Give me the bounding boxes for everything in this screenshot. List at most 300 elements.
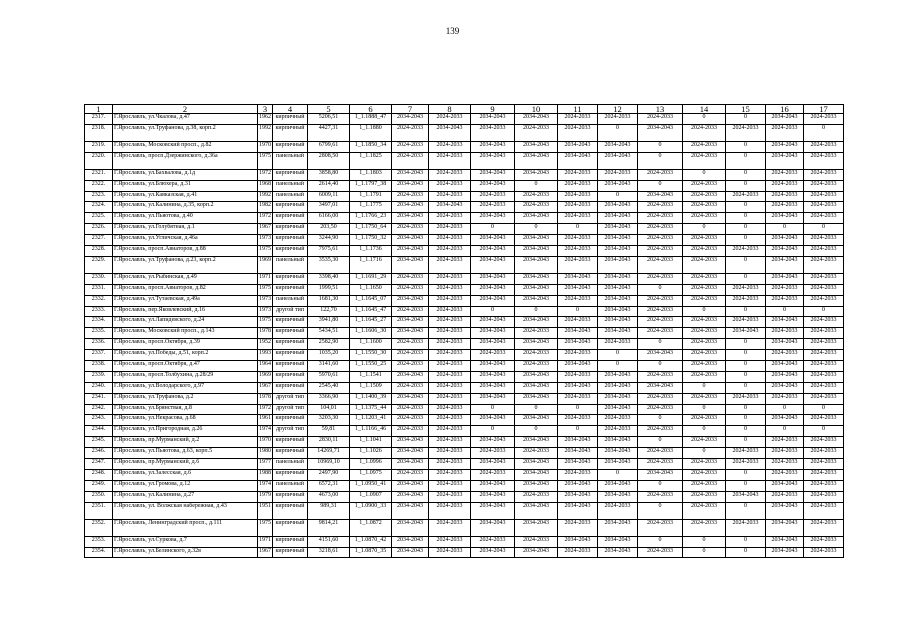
material-cell: кирпичный [273, 328, 308, 339]
row-number: 2318. [85, 124, 113, 141]
period-cell: 2034-2043 [515, 273, 558, 284]
period-cell: 2034-2043 [598, 256, 638, 273]
table-row [85, 448, 844, 459]
period-cell: 2024-2033 [683, 371, 726, 382]
period-cell: 2024-2033 [638, 328, 683, 339]
period-cell: 2024-2033 [429, 350, 471, 361]
table-row [85, 519, 844, 536]
period-cell: 2034-2043 [392, 393, 429, 404]
period-cell: 2034-2043 [471, 141, 515, 152]
area-cell: 9814,21 [308, 519, 350, 536]
period-cell: 2024-2033 [429, 273, 471, 284]
code-cell: 1_1.1645_27 [350, 317, 392, 328]
year-cell: 1988 [258, 469, 273, 480]
period-cell: 2034-2043 [471, 339, 515, 350]
material-cell: кирпичный [273, 448, 308, 459]
area-cell: 3244,90 [308, 235, 350, 246]
period-cell: 2034-2043 [471, 437, 515, 448]
area-cell: 6799,61 [308, 141, 350, 152]
period-cell: 2024-2033 [683, 437, 726, 448]
period-cell: 2024-2033 [638, 491, 683, 502]
period-cell: 2024-2033 [429, 404, 471, 415]
period-cell: 2034-2043 [515, 114, 558, 125]
header-cell: 10 [515, 105, 558, 114]
row-number: 2351. [85, 502, 113, 519]
year-cell: 1969 [258, 256, 273, 273]
period-cell: 0 [598, 350, 638, 361]
period-cell: 2034-2043 [515, 547, 558, 558]
code-cell: 1_1.1775 [350, 202, 392, 213]
area-cell: 3535,30 [308, 256, 350, 273]
period-cell: 2034-2043 [515, 256, 558, 273]
period-cell: 2034-2043 [766, 141, 804, 152]
row-number: 2350. [85, 491, 113, 502]
row-number: 2321. [85, 169, 113, 180]
code-cell: 1_1.1509 [350, 382, 392, 393]
period-cell: 2024-2033 [558, 371, 598, 382]
row-number: 2333. [85, 306, 113, 317]
period-cell: 2034-2043 [558, 284, 598, 295]
table-row [85, 371, 844, 382]
period-cell: 2024-2033 [558, 235, 598, 246]
period-cell: 2034-2043 [598, 491, 638, 502]
period-cell: 2024-2033 [804, 213, 844, 224]
header-cell: 12 [598, 105, 638, 114]
address-cell: Г.Ярославль, ул.Рыбинская, д.49 [113, 273, 258, 284]
code-cell: 1_1.1691_29 [350, 273, 392, 284]
table-row [85, 224, 844, 235]
area-cell: 6009,11 [308, 191, 350, 202]
period-cell: 0 [726, 213, 766, 224]
period-cell: 2034-2043 [558, 382, 598, 393]
period-cell: 2024-2033 [429, 519, 471, 536]
period-cell: 2034-2043 [638, 469, 683, 480]
period-cell: 2024-2033 [471, 350, 515, 361]
period-cell: 2024-2033 [392, 415, 429, 426]
period-cell: 2024-2033 [392, 152, 429, 169]
code-cell: 1_1.1550_25 [350, 361, 392, 372]
table-row [85, 328, 844, 339]
code-cell: 1_1.1880 [350, 124, 392, 141]
material-cell: кирпичный [273, 350, 308, 361]
row-number: 2354. [85, 547, 113, 558]
period-cell: 2034-2043 [598, 246, 638, 257]
row-number: 2328. [85, 246, 113, 257]
period-cell: 0 [515, 180, 558, 191]
row-number: 2319. [85, 141, 113, 152]
period-cell: 2024-2033 [683, 361, 726, 372]
period-cell: 2024-2033 [392, 141, 429, 152]
header-cell: 3 [258, 105, 273, 114]
period-cell: 2034-2033 [471, 124, 515, 141]
code-cell: 1_1.1825 [350, 152, 392, 169]
period-cell: 2024-2033 [598, 169, 638, 180]
code-cell: 1_1.1750_32 [350, 235, 392, 246]
period-cell: 2024-2033 [598, 426, 638, 437]
area-cell: 104,01 [308, 404, 350, 415]
material-cell: кирпичный [273, 502, 308, 519]
period-cell: 2034-2043 [766, 235, 804, 246]
period-cell: 2024-2033 [638, 371, 683, 382]
row-number: 2340. [85, 382, 113, 393]
address-cell: Г.Ярославль, ул.Суркова, д.7 [113, 536, 258, 547]
table-row [85, 350, 844, 361]
period-cell: 2034-2043 [766, 246, 804, 257]
material-cell: кирпичный [273, 213, 308, 224]
code-cell: 1_1.1166_46 [350, 426, 392, 437]
period-cell: 2034-2043 [515, 246, 558, 257]
period-cell: 2034-2043 [392, 437, 429, 448]
year-cell: 1975 [258, 284, 273, 295]
table-row [85, 202, 844, 213]
year-cell: 1967 [258, 224, 273, 235]
period-cell: 2024-2033 [766, 295, 804, 306]
period-cell: 2024-2033 [683, 459, 726, 470]
table-row [85, 213, 844, 224]
row-number: 2336. [85, 339, 113, 350]
period-cell: 2024-2033 [804, 536, 844, 547]
period-cell: 2024-2033 [598, 114, 638, 125]
period-cell: 2024-2033 [392, 124, 429, 141]
area-cell: 2808,50 [308, 152, 350, 169]
area-cell: 2582,90 [308, 339, 350, 350]
table-row [85, 491, 844, 502]
address-cell: Г.Ярославль, ул.Блюхера, д.31 [113, 180, 258, 191]
period-cell: 2034-2043 [515, 393, 558, 404]
period-cell: 2034-2043 [392, 317, 429, 328]
period-cell: 0 [683, 169, 726, 180]
address-cell: Г.Ярославль, просп.Толбухина, д.28/29 [113, 371, 258, 382]
period-cell: 2034-2043 [515, 469, 558, 480]
period-cell: 2024-2033 [638, 202, 683, 213]
period-cell: 0 [683, 536, 726, 547]
period-cell: 2034-2043 [515, 519, 558, 536]
period-cell: 2024-2033 [515, 191, 558, 202]
year-cell: 1951 [258, 502, 273, 519]
period-cell: 2024-2033 [471, 448, 515, 459]
period-cell: 2024-2033 [726, 459, 766, 470]
period-cell: 0 [683, 382, 726, 393]
period-cell: 2024-2033 [471, 536, 515, 547]
table-row [85, 180, 844, 191]
row-number: 2341. [85, 393, 113, 404]
address-cell: Г.Ярославль, ул.Калинина, д.27 [113, 491, 258, 502]
period-cell: 0 [638, 361, 683, 372]
period-cell: 2034-2043 [558, 328, 598, 339]
period-cell: 2034-2043 [392, 235, 429, 246]
period-cell: 2024-2033 [683, 491, 726, 502]
code-cell: 1_1.0870_35 [350, 547, 392, 558]
period-cell: 0 [683, 426, 726, 437]
period-cell: 2024-2033 [429, 328, 471, 339]
address-cell: Г.Ярославль, ул. Волжская набережная, д.43 [113, 502, 258, 519]
year-cell: 1971 [258, 536, 273, 547]
period-cell: 2034-2043 [392, 202, 429, 213]
period-cell: 0 [726, 256, 766, 273]
material-cell: кирпичный [273, 317, 308, 328]
code-cell: 1_1.1750_64 [350, 224, 392, 235]
code-cell: 1_1.0900_33 [350, 502, 392, 519]
period-cell: 2034-2043 [558, 480, 598, 491]
period-cell: 0 [726, 202, 766, 213]
period-cell: 2024-2033 [804, 448, 844, 459]
period-cell: 2024-2033 [429, 382, 471, 393]
period-cell: 2024-2033 [726, 519, 766, 536]
year-cell: 1980 [258, 448, 273, 459]
period-cell: 2034-2043 [638, 191, 683, 202]
period-cell: 2024-2033 [683, 295, 726, 306]
period-cell: 0 [726, 371, 766, 382]
period-cell: 2024-2033 [429, 480, 471, 491]
period-cell: 2034-2043 [392, 213, 429, 224]
header-cell: 7 [392, 105, 429, 114]
period-cell: 2024-2033 [429, 295, 471, 306]
period-cell: 0 [766, 404, 804, 415]
period-cell: 2024-2033 [515, 202, 558, 213]
year-cell: 1982 [258, 202, 273, 213]
period-cell: 2024-2033 [638, 169, 683, 180]
page-number: 139 [445, 26, 460, 36]
material-cell: кирпичный [273, 339, 308, 350]
period-cell: 2034-2043 [392, 328, 429, 339]
table-row [85, 480, 844, 491]
area-cell: 3941,80 [308, 317, 350, 328]
material-cell: кирпичный [273, 519, 308, 536]
year-cell: 1975 [258, 152, 273, 169]
period-cell: 2024-2033 [558, 124, 598, 141]
area-cell: 989,31 [308, 502, 350, 519]
period-cell: 2034-2043 [598, 519, 638, 536]
code-cell: 1_1.0975 [350, 469, 392, 480]
area-cell: 6572,31 [308, 480, 350, 491]
period-cell: 2034-2043 [558, 273, 598, 284]
period-cell: 2024-2033 [392, 273, 429, 284]
table-row [85, 317, 844, 328]
period-cell: 2024-2033 [558, 246, 598, 257]
period-cell: 2034-2043 [766, 536, 804, 547]
period-cell: 2024-2033 [683, 350, 726, 361]
material-cell: кирпичный [273, 382, 308, 393]
period-cell: 2034-2043 [598, 382, 638, 393]
period-cell: 0 [558, 426, 598, 437]
period-cell: 2024-2033 [429, 306, 471, 317]
period-cell: 2024-2033 [804, 328, 844, 339]
period-cell: 2034-2043 [392, 169, 429, 180]
area-cell: 5206,51 [308, 114, 350, 125]
period-cell: 0 [726, 469, 766, 480]
period-cell: 2024-2033 [392, 339, 429, 350]
period-cell: 0 [726, 415, 766, 426]
address-cell: Г.Ярославль, ул.Труфанова, д.38, корп.2 [113, 124, 258, 141]
period-cell: 2034-2043 [392, 114, 429, 125]
period-cell: 2034-2043 [598, 448, 638, 459]
period-cell: 2034-2043 [598, 536, 638, 547]
period-cell: 0 [726, 502, 766, 519]
period-cell: 2024-2033 [804, 469, 844, 480]
period-cell: 2024-2033 [683, 415, 726, 426]
period-cell: 2024-2033 [429, 284, 471, 295]
period-cell: 2024-2033 [766, 448, 804, 459]
period-cell: 0 [638, 502, 683, 519]
address-cell: Г.Ярославль, просп.Авиаторов, д.88 [113, 246, 258, 257]
year-cell: 1970 [258, 141, 273, 152]
period-cell: 2024-2033 [638, 114, 683, 125]
period-cell: 2034-2043 [598, 213, 638, 224]
period-cell: 2024-2033 [683, 191, 726, 202]
row-number: 2343. [85, 415, 113, 426]
address-cell: Г.Ярославль, ул.Бахвалова, д.1д [113, 169, 258, 180]
period-cell: 2024-2033 [558, 393, 598, 404]
period-cell: 2024-2033 [558, 415, 598, 426]
period-cell: 2024-2033 [429, 536, 471, 547]
code-cell: 1_1.1541 [350, 371, 392, 382]
table-row [85, 284, 844, 295]
year-cell: 1975 [258, 317, 273, 328]
period-cell: 2024-2033 [638, 448, 683, 459]
period-cell: 0 [471, 224, 515, 235]
row-number: 2344. [85, 426, 113, 437]
period-cell: 2024-2033 [429, 361, 471, 372]
period-cell: 0 [766, 426, 804, 437]
table-row [85, 256, 844, 273]
period-cell: 2024-2033 [429, 114, 471, 125]
period-cell: 2034-2043 [558, 536, 598, 547]
table-row [85, 246, 844, 257]
period-cell: 2034-2043 [766, 480, 804, 491]
code-cell: 1_1.0872 [350, 519, 392, 536]
period-cell: 0 [804, 306, 844, 317]
period-cell: 2024-2033 [429, 235, 471, 246]
table-row [85, 469, 844, 480]
period-cell: 2034-2043 [766, 152, 804, 169]
period-cell: 2024-2033 [598, 339, 638, 350]
period-cell: 2034-2043 [515, 480, 558, 491]
period-cell: 2024-2033 [638, 273, 683, 284]
period-cell: 2024-2033 [558, 519, 598, 536]
address-cell: Г.Ярославль, ул.Лапидевского, д.24 [113, 317, 258, 328]
period-cell: 2024-2033 [558, 350, 598, 361]
period-cell: 2024-2033 [429, 213, 471, 224]
row-number: 2323. [85, 191, 113, 202]
period-cell: 2024-2033 [804, 191, 844, 202]
period-cell: 2024-2033 [766, 459, 804, 470]
material-cell: кирпичный [273, 224, 308, 235]
period-cell: 2024-2033 [766, 393, 804, 404]
period-cell: 0 [598, 124, 638, 141]
period-cell: 2034-2043 [515, 235, 558, 246]
address-cell: Г.Ярославль, ул.Некрасова, д.68 [113, 415, 258, 426]
period-cell: 2034-2043 [766, 519, 804, 536]
code-cell: 1_1.1766_23 [350, 213, 392, 224]
year-cell: 1972 [258, 213, 273, 224]
year-cell: 1961 [258, 415, 273, 426]
code-cell: 1_1.1716 [350, 256, 392, 273]
period-cell: 2024-2033 [804, 480, 844, 491]
period-cell: 2034-2043 [598, 152, 638, 169]
period-cell: 2024-2033 [683, 339, 726, 350]
period-cell: 0 [726, 114, 766, 125]
table-row [85, 152, 844, 169]
period-cell: 2024-2033 [766, 124, 804, 141]
period-cell: 2024-2033 [429, 459, 471, 470]
period-cell: 2024-2033 [804, 437, 844, 448]
area-cell: 203,50 [308, 224, 350, 235]
period-cell: 2034-2043 [766, 415, 804, 426]
row-number: 2325. [85, 213, 113, 224]
code-cell: 1_1.0996 [350, 459, 392, 470]
period-cell: 2024-2033 [726, 295, 766, 306]
period-cell: 2024-2033 [638, 459, 683, 470]
period-cell: 2024-2033 [392, 382, 429, 393]
period-cell: 2024-2033 [558, 295, 598, 306]
period-cell: 2024-2033 [429, 141, 471, 152]
period-cell: 0 [726, 180, 766, 191]
period-cell: 0 [766, 224, 804, 235]
material-cell: кирпичный [273, 246, 308, 257]
area-cell: 3497,01 [308, 202, 350, 213]
period-cell: 0 [515, 224, 558, 235]
period-cell: 2034-2043 [598, 371, 638, 382]
period-cell: 2034-2043 [598, 295, 638, 306]
period-cell: 2024-2033 [766, 202, 804, 213]
period-cell: 2024-2033 [558, 213, 598, 224]
period-cell: 0 [804, 426, 844, 437]
period-cell: 2024-2033 [683, 202, 726, 213]
table-row [85, 502, 844, 519]
period-cell: 2034-2043 [392, 180, 429, 191]
address-cell: Г.Ярославль, ул.Белинского, д.32в [113, 547, 258, 558]
period-cell: 2034-2043 [471, 382, 515, 393]
period-cell: 2034-2043 [471, 180, 515, 191]
year-cell: 1967 [258, 547, 273, 558]
period-cell: 0 [726, 339, 766, 350]
material-cell: кирпичный [273, 491, 308, 502]
period-cell: 2034-2043 [471, 273, 515, 284]
period-cell: 2034-2043 [471, 235, 515, 246]
area-cell: 3218,61 [308, 547, 350, 558]
area-cell: 1999,51 [308, 284, 350, 295]
row-number: 2352. [85, 519, 113, 536]
row-number: 2330. [85, 273, 113, 284]
period-cell: 2034-2043 [471, 152, 515, 169]
period-cell: 2024-2033 [683, 256, 726, 273]
table-row [85, 382, 844, 393]
period-cell: 2024-2033 [515, 350, 558, 361]
area-cell: 10969,10 [308, 459, 350, 470]
table-row [85, 235, 844, 246]
period-cell: 2034-2043 [766, 502, 804, 519]
period-cell: 2024-2033 [683, 246, 726, 257]
material-cell: кирпичный [273, 536, 308, 547]
material-cell: кирпичный [273, 202, 308, 213]
period-cell: 0 [638, 480, 683, 491]
period-cell: 0 [726, 306, 766, 317]
material-cell: кирпичный [273, 415, 308, 426]
period-cell: 2034-2043 [598, 480, 638, 491]
row-number: 2332. [85, 295, 113, 306]
table-row [85, 295, 844, 306]
period-cell: 2024-2033 [726, 191, 766, 202]
period-cell: 2024-2033 [638, 519, 683, 536]
area-cell: 4151,60 [308, 536, 350, 547]
address-cell: Г.Ярославль, ул.Кавказская, д.41 [113, 191, 258, 202]
period-cell: 2034-2043 [429, 124, 471, 141]
period-cell: 2034-2043 [558, 141, 598, 152]
period-cell: 2034-2043 [471, 519, 515, 536]
material-cell: другой тип [273, 404, 308, 415]
table-row [85, 437, 844, 448]
material-cell: кирпичный [273, 469, 308, 480]
